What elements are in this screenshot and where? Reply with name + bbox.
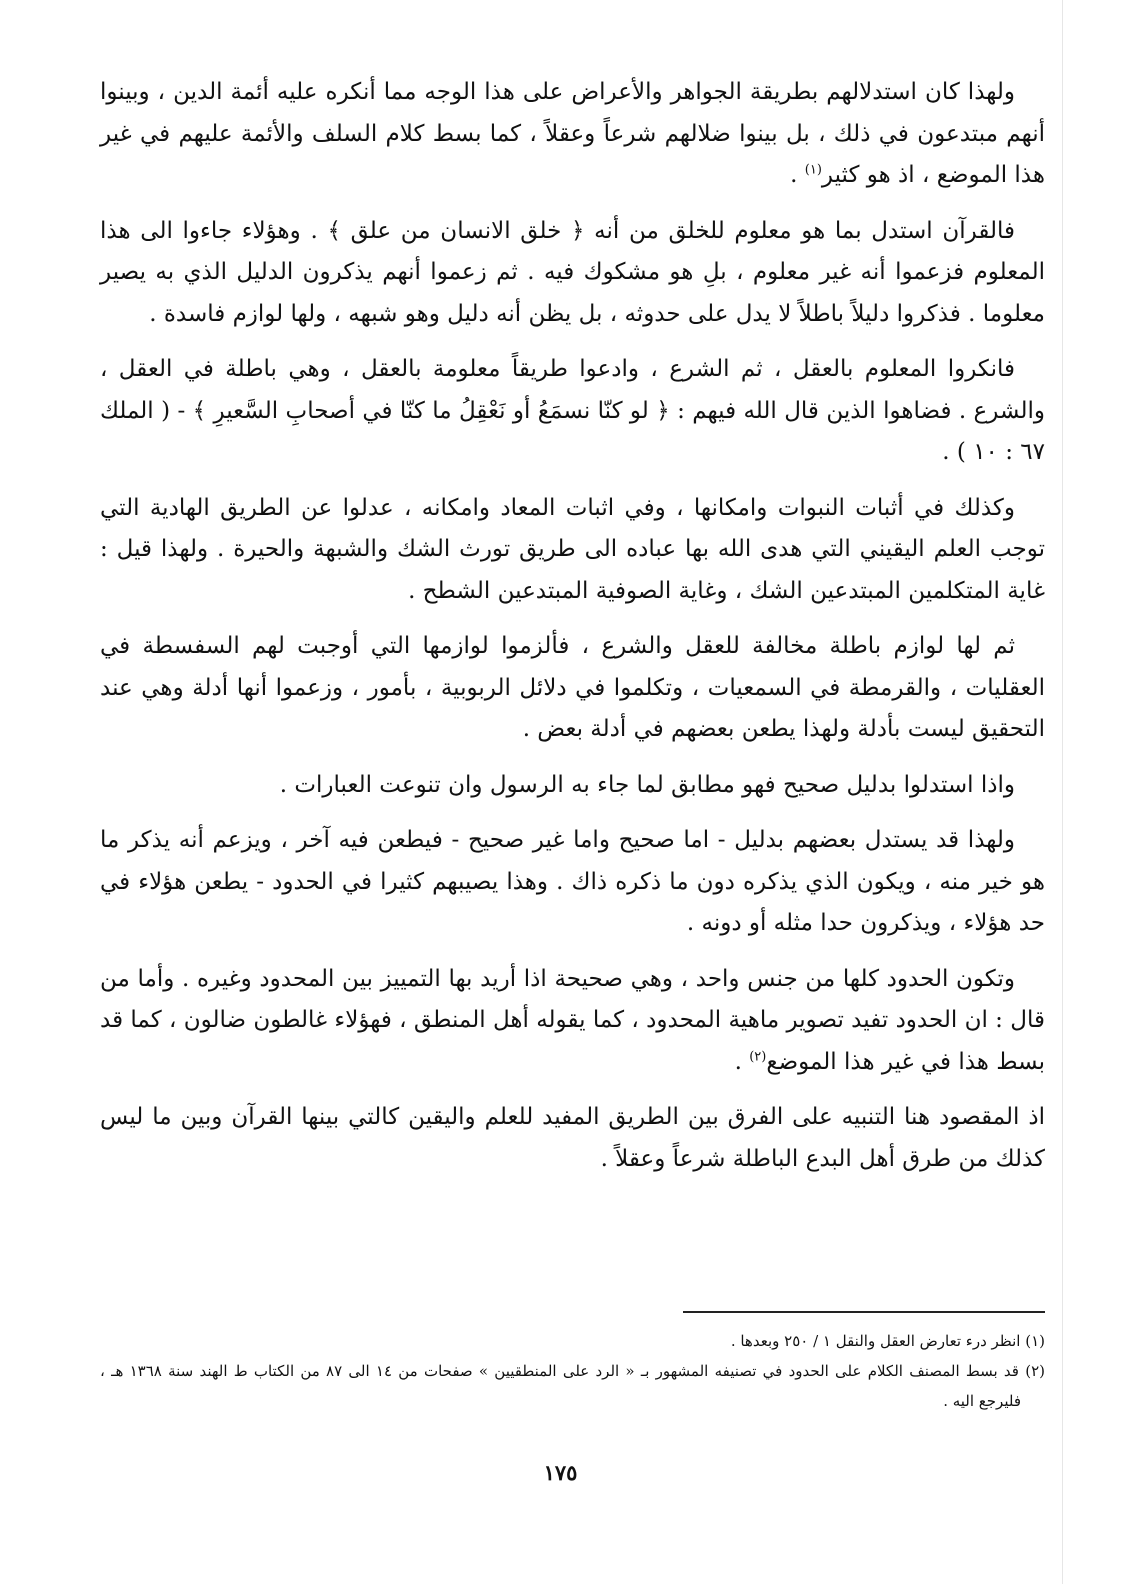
paragraph-5: ثم لها لوازم باطلة مخالفة للعقل والشرع ، فألزموا لوازمها التي أوجبت لهم السفسطة في العقليات ، والقرمطة في السمعيات ، وتكلموا في دلائل الربوبية ، بأمور ، وزعموا أنها أدلة وهي عند التحقيق ليست بأدلة ولهذا يطعن بعضهم في أدلة بعض .	[100, 633, 1045, 742]
paragraph-9: اذ المقصود هنا التنبيه على الفرق بين الطريق المفيد للعلم واليقين كالتي بينها القرآن وبين ما ليس كذلك من طرق أهل البدع الباطلة شرعاً وعقلاً .	[100, 1104, 1045, 1172]
footnotes	[100, 1326, 1045, 1416]
paragraph-1-text: ولهذا كان استدلالهم بطريقة الجواهر والأعراض على هذا الوجه مما أنكره عليه أئمة الدين ، وبينوا أنهم مبتدعون في ذلك ، بل بينوا ضلالهم شرعاً وعقلاً ، كما بسط كلام السلف والأئمة عليهم في غير هذا الموضع ، اذ هو كثير	[100, 79, 1045, 188]
paragraph-4: وكذلك في أثبات النبوات وامكانها ، وفي اثبات المعاد وامكانه ، عدلوا عن الطريق الهادية التي توجب العلم اليقيني التي هدى الله بها عباده الى طريق تورث الشك والشبهة والحيرة . ولهذا قيل : غاية المتكلمين المبتدعين الشك ، وغاية الصوفية المبتدعين الشطح .	[100, 494, 1045, 604]
paragraph-6: واذا استدلوا بدليل صحيح فهو مطابق لما جاء به الرسول وان تنوعت العبارات .	[279, 771, 1015, 798]
footnote-ref-1[interactable]: (١)	[804, 162, 822, 178]
paragraph-8-text: وتكون الحدود كلها من جنس واحد ، وهي صحيحة اذا أريد بها التمييز بين المحدود وغيره . وأما من قال : ان الحدود تفيد تصوير ماهية المحدود ، كما يقوله أهل المنطق ، فهؤلاء غالطون ضالون ، كما قد بسط هذا في غير هذا الموضع	[100, 965, 1045, 1075]
paragraph-3: فانكروا المعلوم بالعقل ، ثم الشرع ، وادعوا طريقاً معلومة بالعقل ، وهي باطلة في العقل ، والشرع . فضاهوا الذين قال الله فيهم : ﴿ لو كنّا نسمَعُ أو نَعْقِلُ ما كنّا في أصحابِ السَّعيرِ ﴾ - ( الملك ٦٧ : ١٠ ) .	[100, 356, 1045, 465]
paragraph-1-tail: .	[790, 162, 805, 188]
footnote-1: (١) انظر درء تعارض العقل والنقل ١ / ٢٥٠ وبعدها .	[730, 1332, 1045, 1350]
page-edge-line	[1062, 0, 1063, 1584]
footnote-ref-2[interactable]: (٢)	[749, 1048, 767, 1064]
paragraph-1	[100, 72, 1045, 197]
page-number: ١٧٥	[543, 1460, 578, 1485]
paragraph-8	[100, 959, 1045, 1084]
main-text	[100, 72, 1045, 1194]
footnote-2: (٢) قد بسط المصنف الكلام على الحدود في تصنيفه المشهور بـ « الرد على المنطقيين » صفحات من ١٤ الى ٨٧ من الكتاب ط الهند سنة ١٣٦٨ هـ ، فليرجع اليه .	[100, 1362, 1045, 1410]
paragraph-2: فالقرآن استدل بما هو معلوم للخلق من أنه ﴿ خلق الانسان من علق ﴾ . وهؤلاء جاءوا الى هذا المعلوم فزعموا أنه غير معلوم ، بلِ هو مشكوك فيه . ثم زعموا أنهم يذكرون الدليل الذي به يصير معلوما . فذكروا دليلاً باطلاً لا يدل على حدوثه ، بل يظن أنه دليل وهو شبهه ، ولها لوازم فاسدة .	[100, 217, 1045, 327]
footnote-separator	[683, 1311, 1045, 1313]
paragraph-7: ولهذا قد يستدل بعضهم بدليل - اما صحيح واما غير صحيح - فيطعن فيه آخر ، ويزعم أنه يذكر ما هو خير منه ، ويكون الذي يذكره دون ما ذكره ذاك . وهذا يصيبهم كثيرا في الحدود - يطعن هؤلاء في حد هؤلاء ، ويذكرون حدا مثله أو دونه .	[100, 827, 1045, 936]
paragraph-8-tail: .	[734, 1048, 750, 1075]
